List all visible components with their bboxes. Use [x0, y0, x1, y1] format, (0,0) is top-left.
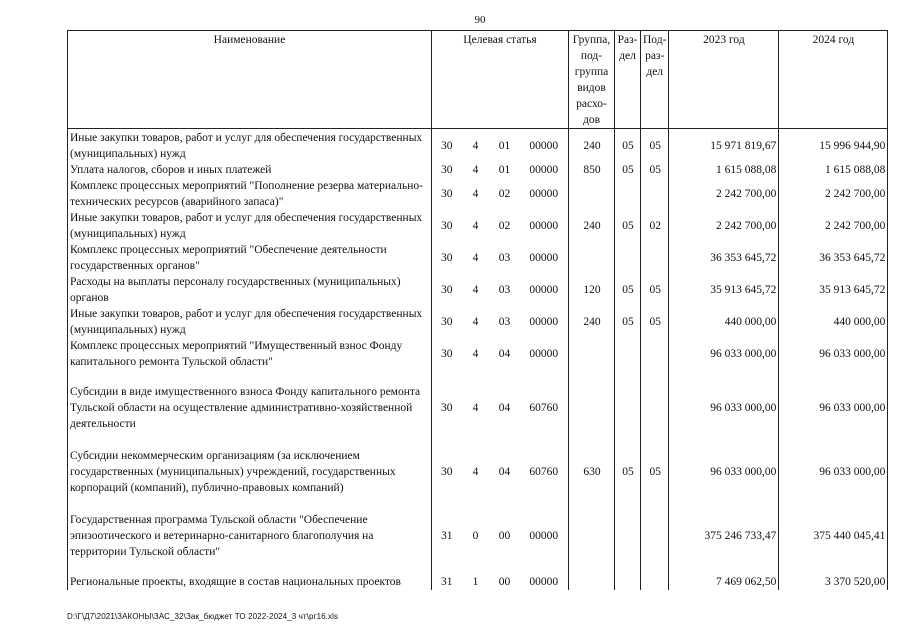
expense-group-code: 850 [569, 162, 615, 178]
spacer-cell [461, 560, 490, 574]
page-number: 90 [474, 14, 486, 26]
expense-group-code [569, 338, 615, 370]
target-code-4: 00000 [529, 530, 559, 542]
target-code-1: 30 [432, 162, 461, 178]
table-row [68, 210, 888, 242]
spacer-cell [68, 432, 432, 448]
spacer-cell [641, 370, 669, 384]
header-group-line: Группа, [572, 34, 611, 46]
table-row [68, 512, 888, 560]
spacer-cell [779, 370, 888, 384]
target-code-2: 1 [472, 576, 479, 588]
amount-2023: 96 033 000,00 [669, 448, 779, 496]
section-code: 05 [615, 162, 641, 178]
spacer-cell [519, 496, 569, 512]
spacer-cell [779, 496, 888, 512]
target-code-3: 02 [498, 188, 511, 200]
expense-group-code: 120 [569, 274, 615, 306]
section-code [615, 512, 641, 560]
target-code-4: 00000 [529, 316, 559, 328]
amount-2023: 15 971 819,67 [669, 129, 779, 163]
section-code: 05 [615, 274, 641, 306]
target-code-4: 00000 [529, 164, 559, 176]
target-code-4: 60760 [529, 466, 559, 478]
target-code-2: 4 [472, 402, 479, 414]
subsection-code: 05 [641, 129, 669, 163]
target-code-2: 4 [472, 252, 479, 264]
subsection-code [641, 574, 669, 590]
table-row [68, 574, 888, 590]
target-code-4: 00000 [529, 140, 559, 152]
target-code-3: 01 [498, 164, 511, 176]
spacer-cell [569, 370, 615, 384]
row-name: Комплекс процессных мероприятий "Пополнение резерва материально-технических ресурсов (аварийного запаса)" [68, 178, 432, 210]
header-section-line: дел [619, 50, 636, 62]
subsection-code [641, 384, 669, 432]
table-row [68, 242, 888, 274]
amount-2024: 440 000,00 [779, 306, 888, 338]
header-group-line: видов [577, 82, 606, 94]
header-target-article: Целевая статья [432, 31, 569, 129]
target-code-1: 30 [432, 338, 461, 370]
target-code-2: 4 [472, 188, 479, 200]
spacer-cell [461, 496, 490, 512]
target-code-1: 30 [432, 242, 461, 274]
expense-group-code: 630 [569, 448, 615, 496]
header-section-line: Раз- [617, 34, 638, 46]
expense-group-code [569, 242, 615, 274]
subsection-code [641, 242, 669, 274]
table-row [68, 274, 888, 306]
section-code [615, 242, 641, 274]
row-name: Уплата налогов, сборов и иных платежей [68, 162, 432, 178]
target-code-4: 00000 [529, 188, 559, 200]
spacer-cell [490, 432, 519, 448]
row-name: Комплекс процессных мероприятий "Обеспечение деятельности государственных органов" [68, 242, 432, 274]
spacer-cell [68, 560, 432, 574]
header-group-line: группа [574, 66, 609, 78]
header-subsection-line: раз- [645, 50, 665, 62]
header-group-line: под- [580, 50, 603, 62]
target-code-1: 30 [432, 448, 461, 496]
row-name: Субсидии в виде имущественного взноса Фонду капитального ремонта Тульской области на осуществление административно-хозяйственной деятельности [68, 384, 432, 432]
target-code-4: 60760 [529, 402, 559, 414]
spacer-cell [432, 496, 461, 512]
row-name: Комплекс процессных мероприятий "Имущественный взнос Фонду капитального ремонта Тульской области" [68, 338, 432, 370]
table-body [68, 129, 888, 591]
target-code-2: 4 [472, 220, 479, 232]
target-code-2: 4 [472, 140, 479, 152]
target-code-4: 00000 [529, 348, 559, 360]
section-code [615, 338, 641, 370]
amount-2023: 96 033 000,00 [669, 384, 779, 432]
subsection-code [641, 178, 669, 210]
header-year-2023: 2023 год [669, 31, 779, 129]
table-row [68, 448, 888, 496]
section-code: 05 [615, 210, 641, 242]
row-spacer [68, 560, 888, 574]
table-row [68, 178, 888, 210]
target-code-1: 30 [432, 274, 461, 306]
spacer-cell [779, 432, 888, 448]
amount-2024: 96 033 000,00 [779, 384, 888, 432]
target-code-4: 00000 [529, 252, 559, 264]
spacer-cell [641, 432, 669, 448]
header-section [615, 31, 641, 129]
spacer-cell [615, 560, 641, 574]
amount-2024: 1 615 088,08 [779, 162, 888, 178]
subsection-code [641, 338, 669, 370]
amount-2023: 440 000,00 [669, 306, 779, 338]
amount-2024: 2 242 700,00 [779, 210, 888, 242]
header-name: Наименование [68, 31, 432, 129]
row-spacer [68, 432, 888, 448]
table-row [68, 129, 888, 163]
section-code [615, 574, 641, 590]
header-expense-group [569, 31, 615, 129]
amount-2023: 35 913 645,72 [669, 274, 779, 306]
subsection-code [641, 512, 669, 560]
spacer-cell [615, 432, 641, 448]
subsection-code: 05 [641, 162, 669, 178]
table-row [68, 306, 888, 338]
expense-group-code [569, 574, 615, 590]
target-code-2: 4 [472, 466, 479, 478]
subsection-code: 05 [641, 306, 669, 338]
target-code-1: 30 [432, 210, 461, 242]
target-code-1: 31 [432, 512, 461, 560]
spacer-cell [68, 496, 432, 512]
section-code [615, 178, 641, 210]
target-code-2: 0 [472, 530, 479, 542]
amount-2023: 36 353 645,72 [669, 242, 779, 274]
expense-group-code: 240 [569, 210, 615, 242]
spacer-cell [519, 370, 569, 384]
target-code-2: 4 [472, 164, 479, 176]
amount-2023: 375 246 733,47 [669, 512, 779, 560]
expense-group-code: 240 [569, 306, 615, 338]
expense-group-code: 240 [569, 129, 615, 163]
spacer-cell [461, 432, 490, 448]
spacer-cell [669, 432, 779, 448]
spacer-cell [432, 560, 461, 574]
amount-2023: 2 242 700,00 [669, 210, 779, 242]
spacer-cell [641, 560, 669, 574]
spacer-cell [461, 370, 490, 384]
table-row [68, 384, 888, 432]
row-spacer [68, 370, 888, 384]
spacer-cell [669, 496, 779, 512]
row-name: Субсидии некоммерческим организациям (за исключением государственных (муниципальных) учреждений, государственных корпораций (компаний), публично-правовых компаний) [68, 448, 432, 496]
row-name: Иные закупки товаров, работ и услуг для обеспечения государственных (муниципальных) нужд [68, 129, 432, 163]
row-name: Государственная программа Тульской области "Обеспечение эпизоотического и ветеринарно-санитарного благополучия на территории Тульской области" [68, 512, 432, 560]
section-code: 05 [615, 129, 641, 163]
target-code-3: 00 [498, 576, 511, 588]
spacer-cell [569, 432, 615, 448]
target-code-1: 30 [432, 129, 461, 163]
table-row [68, 162, 888, 178]
target-code-3: 00 [498, 530, 511, 542]
amount-2023: 96 033 000,00 [669, 338, 779, 370]
target-code-2: 4 [472, 316, 479, 328]
header-subsection [641, 31, 669, 129]
amount-2024: 96 033 000,00 [779, 338, 888, 370]
spacer-cell [490, 560, 519, 574]
target-code-3: 04 [498, 466, 511, 478]
target-code-2: 4 [472, 284, 479, 296]
table-row [68, 338, 888, 370]
row-name: Иные закупки товаров, работ и услуг для обеспечения государственных (муниципальных) нужд [68, 210, 432, 242]
spacer-cell [669, 370, 779, 384]
spacer-cell [519, 560, 569, 574]
target-code-3: 02 [498, 220, 511, 232]
amount-2023: 2 242 700,00 [669, 178, 779, 210]
header-group-line: дов [582, 114, 601, 126]
target-code-1: 31 [432, 574, 461, 590]
spacer-cell [519, 432, 569, 448]
header-subsection-line: дел [646, 66, 664, 78]
subsection-code: 05 [641, 448, 669, 496]
target-code-2: 4 [472, 348, 479, 360]
target-code-3: 04 [498, 348, 511, 360]
expense-group-code [569, 512, 615, 560]
section-code: 05 [615, 448, 641, 496]
amount-2024: 35 913 645,72 [779, 274, 888, 306]
spacer-cell [490, 370, 519, 384]
amount-2023: 7 469 062,50 [669, 574, 779, 590]
target-code-3: 03 [498, 284, 511, 296]
footer-file-path: D:\Г\Д7\2021\ЗАКОНЫ\ЗАС_32\Зак_бюджет ТО 2022-2024_3 чт\рг16.xls [67, 612, 339, 621]
amount-2024: 3 370 520,00 [779, 574, 888, 590]
header-subsection-line: Под- [643, 34, 667, 46]
subsection-code: 02 [641, 210, 669, 242]
target-code-1: 30 [432, 306, 461, 338]
target-code-4: 00000 [529, 220, 559, 232]
spacer-cell [68, 370, 432, 384]
spacer-cell [569, 496, 615, 512]
header-year-2024: 2024 год [779, 31, 888, 129]
subsection-code: 05 [641, 274, 669, 306]
spacer-cell [615, 370, 641, 384]
spacer-cell [779, 560, 888, 574]
target-code-4: 00000 [529, 576, 559, 588]
amount-2024: 2 242 700,00 [779, 178, 888, 210]
budget-table [67, 30, 888, 590]
target-code-3: 04 [498, 402, 511, 414]
amount-2024: 96 033 000,00 [779, 448, 888, 496]
spacer-cell [432, 370, 461, 384]
row-name: Расходы на выплаты персоналу государственных (муниципальных) органов [68, 274, 432, 306]
amount-2024: 375 440 045,41 [779, 512, 888, 560]
amount-2024: 15 996 944,90 [779, 129, 888, 163]
section-code: 05 [615, 306, 641, 338]
section-code [615, 384, 641, 432]
spacer-cell [615, 496, 641, 512]
target-code-1: 30 [432, 178, 461, 210]
target-code-3: 03 [498, 316, 511, 328]
amount-2024: 36 353 645,72 [779, 242, 888, 274]
spacer-cell [569, 560, 615, 574]
amount-2023: 1 615 088,08 [669, 162, 779, 178]
table-header-row [68, 31, 888, 129]
row-name: Иные закупки товаров, работ и услуг для обеспечения государственных (муниципальных) нужд [68, 306, 432, 338]
row-spacer [68, 496, 888, 512]
spacer-cell [669, 560, 779, 574]
expense-group-code [569, 384, 615, 432]
spacer-cell [641, 496, 669, 512]
spacer-cell [432, 432, 461, 448]
target-code-4: 00000 [529, 284, 559, 296]
header-group-line: расхо- [576, 98, 607, 110]
expense-group-code [569, 178, 615, 210]
spacer-cell [490, 496, 519, 512]
target-code-3: 01 [498, 140, 511, 152]
target-code-1: 30 [432, 384, 461, 432]
target-code-3: 03 [498, 252, 511, 264]
row-name: Региональные проекты, входящие в состав национальных проектов [68, 574, 432, 590]
